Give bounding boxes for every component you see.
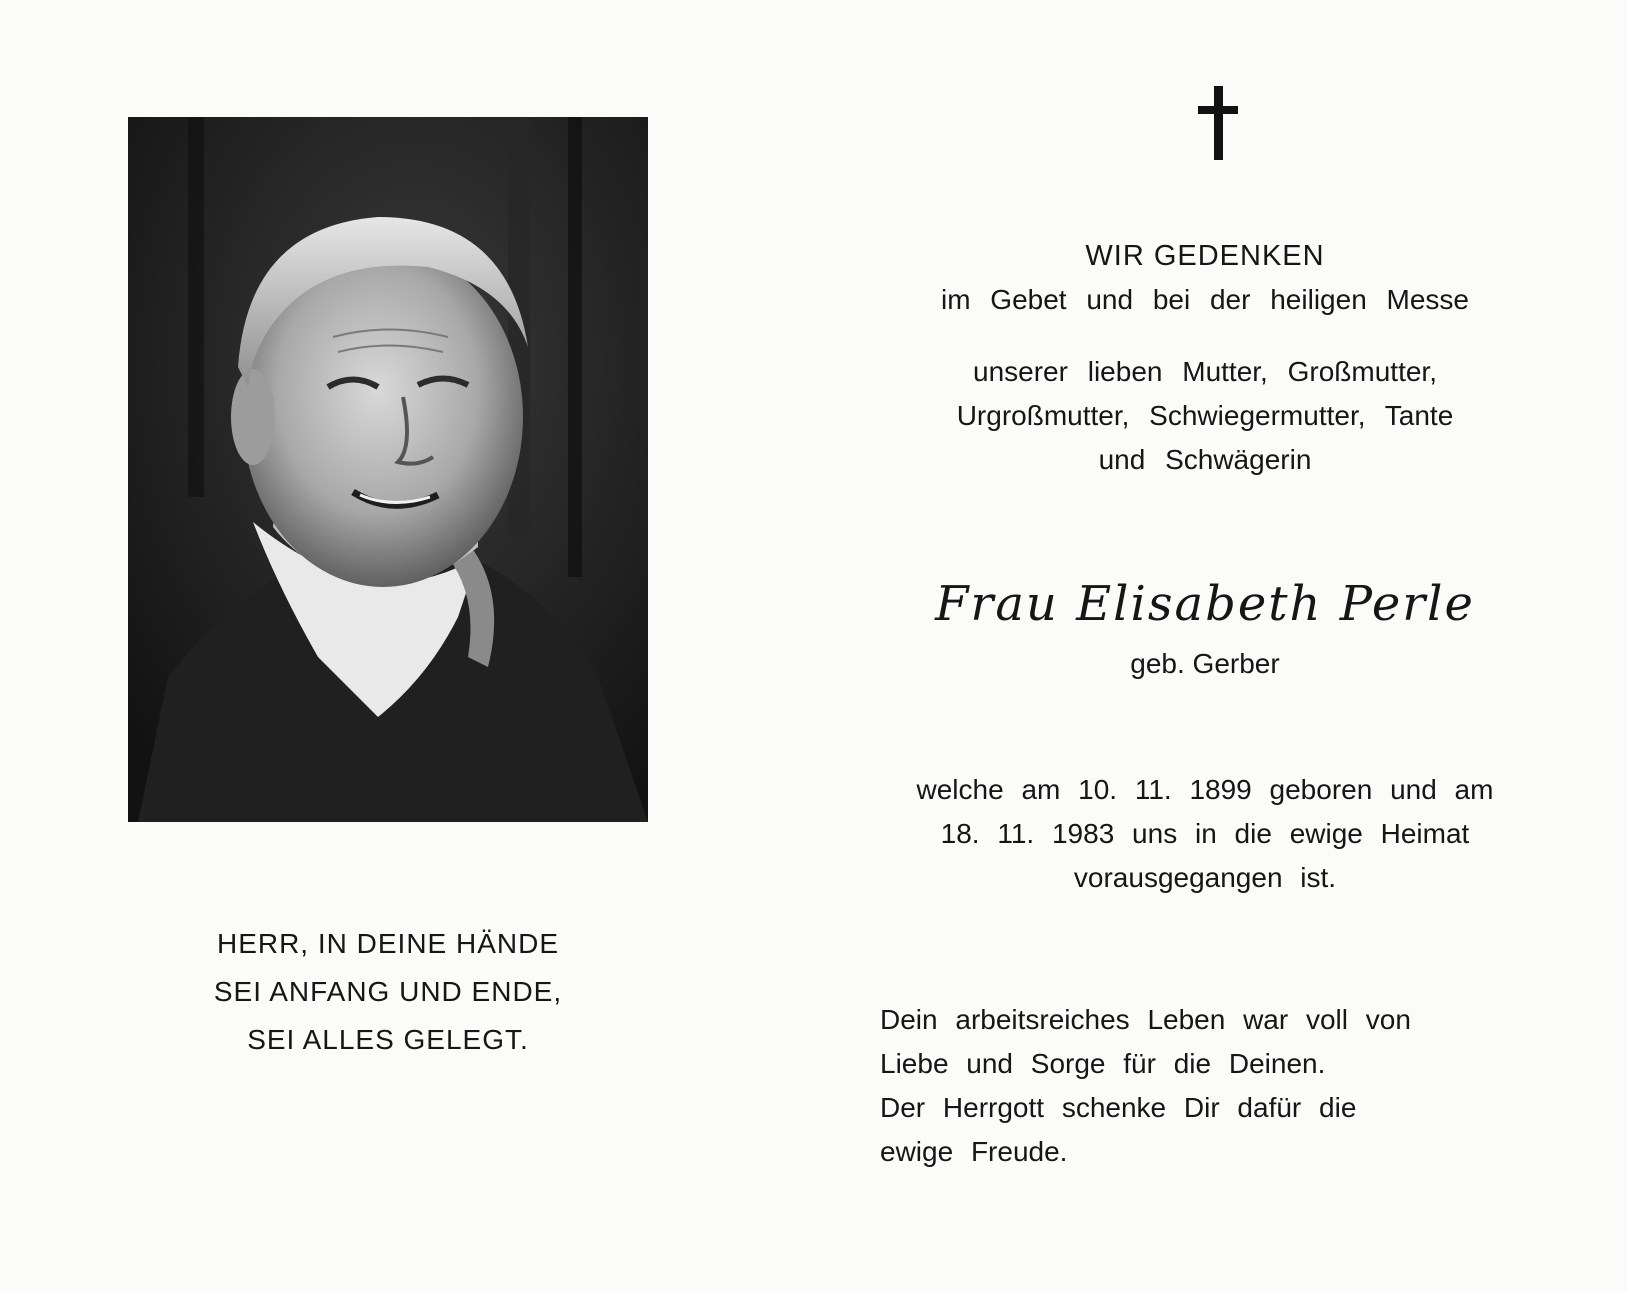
portrait-photo [128,117,648,822]
gedenken-subtitle: im Gebet und bei der heiligen Messe [940,284,1470,315]
dates-line-2: 18. 11. 1983 uns in die ewige Heimat [940,818,1470,849]
life-line-2: Liebe und Sorge für die Deinen. [880,1048,1326,1079]
dates-block [880,768,1530,900]
gedenken-title: WIR GEDENKEN [1085,240,1325,272]
cross-icon [1188,86,1248,166]
relations-line-3: und Schwägerin [1098,444,1312,475]
relations-line-2: Urgroßmutter, Schwiegermutter, Tante [956,400,1454,431]
life-block [880,998,1530,1174]
relations-line-1: unserer lieben Mutter, Großmutter, [973,356,1437,387]
verse-line-3: SEI ALLES GELEGT. [247,1024,529,1055]
life-line-1: Dein arbeitsreiches Leben war voll von [880,1004,1411,1035]
gedenken-block [880,234,1530,322]
born-name: geb. Gerber [1130,648,1280,679]
dates-line-1: welche am 10. 11. 1899 geboren und am [916,774,1494,805]
relations-block [880,350,1530,482]
deceased-name: Frau Elisabeth Perle [935,576,1475,632]
verse-line-1: HERR, IN DEINE HÄNDE [216,928,560,959]
portrait-image [128,117,648,822]
life-line-4: ewige Freude. [880,1136,1068,1167]
verse-line-2: SEI ANFANG UND ENDE, [213,976,563,1007]
dates-line-3: vorausgegangen ist. [1073,862,1337,893]
verse [128,920,648,1064]
life-line-3: Der Herrgott schenke Dir dafür die [880,1092,1357,1123]
